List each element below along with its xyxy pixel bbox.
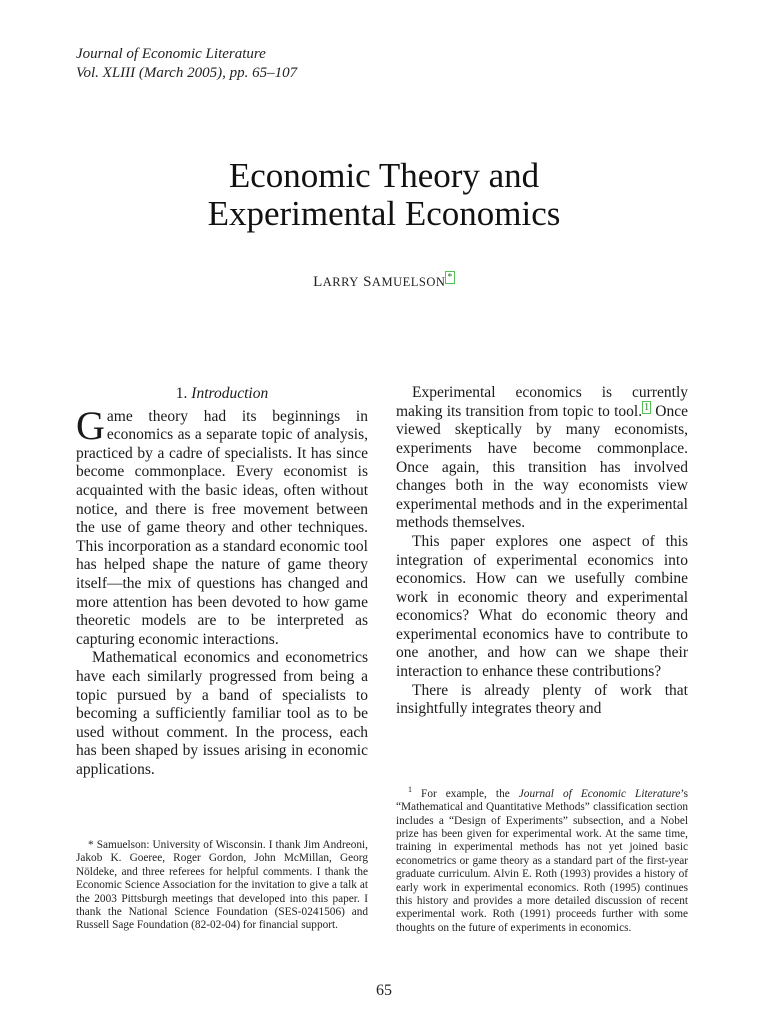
author-footnote xyxy=(76,839,368,933)
author-footnote-link[interactable]: * xyxy=(447,272,453,283)
page-number: 65 xyxy=(376,982,392,999)
intro-paragraph-1 xyxy=(76,402,368,650)
section-title: Introduction xyxy=(191,385,269,402)
right-column xyxy=(396,384,688,719)
section-heading xyxy=(76,385,368,404)
right-paragraph-1-text: Experimental economics is currently making its transition from topic to tool. xyxy=(396,384,688,420)
author-first-rest: ARRY xyxy=(322,275,359,289)
right-paragraph-2: This paper explores one aspect of this integration of experimental economics into economics. How can we usefully combine work in economic theory and experimental economics? What do economic theory and experimental economics have to contribute to one another, and how can we shape their interaction to enhance these contributions? xyxy=(396,532,688,681)
author-last-rest: AMUELSON xyxy=(371,275,446,289)
right-paragraph-1 xyxy=(396,384,688,533)
journal-citation xyxy=(76,45,297,83)
title-line-1: Economic Theory and xyxy=(228,156,540,195)
footnote-1-journal-name: Journal of Economic Literature xyxy=(518,787,681,800)
journal-name: Journal of Economic Literature xyxy=(76,46,266,62)
intro-paragraph-1-text: ame theory had its beginnings in economics as a separate topic of analysis, practiced by a cadre of specialists. It has since become commonplace. Every economist is acquainted with the basic ideas, often without notice, and there is free movement between the use of game theory and other techniques. This incorporation as a standard economic tool has helped shape the nature of game theory itself—the mix of questions has changed and more attention has been devoted to how game theoretic models are to be interpreted as capturing economic interactions. xyxy=(76,407,368,648)
author-footnote-text: Samuelson: University of Wisconsin. I thank Jim Andreoni, Jakob K. Goeree, Roger Gordon, John McMillan, Georg Nöldeke, and three referees for helpful comments. I thank the Economic Science Association for the invitation to give a talk at the 2003 Pittsburgh meetings that developed into this paper. I thank the National Science Foundation (SES-0241506) and Russell Sage Foundation (82-02-04) for financial support. xyxy=(76,839,368,932)
title-line-2: Experimental Economics xyxy=(207,194,561,233)
footnote-1 xyxy=(396,783,688,935)
footnote-1-text-start: For example, the xyxy=(412,787,519,800)
right-paragraph-1-continued: Once viewed skeptically by many economists, experiments have become commonplace. Once again, this transition has involved changes both in the way economists view experimental methods and in the experimental methods themselves. xyxy=(396,402,689,532)
author-footnote-mark: * xyxy=(88,839,94,851)
section-number: 1. xyxy=(175,385,188,402)
journal-volume: Vol. XLIII (March 2005), pp. 65–107 xyxy=(76,65,298,81)
author-byline xyxy=(0,273,768,291)
right-paragraph-3: There is already plenty of work that insightfully integrates theory and xyxy=(396,681,688,718)
footnote-1-text-rest: ’s “Mathematical and Quantitative Methods” classification section includes a “Design of Experiments” subsection, and a Nobel prize has been given for experimental work. At the same time, training in experimental methods has not yet joined basic econometrics or game theory as a standard part of the first-year graduate curriculum. Alvin E. Roth (1993) provides a history of early work in experimental economics. Roth (1995) continues this history and provides a more detailed discussion of recent experimental work. Roth (1991) proceeds further with some thoughts on the future of experiments in economics. xyxy=(396,787,688,934)
author-last-initial: S xyxy=(363,274,372,290)
drop-cap: G xyxy=(76,402,105,448)
left-column xyxy=(76,385,368,779)
footnote-1-link[interactable]: 1 xyxy=(644,401,650,413)
author-first-initial: L xyxy=(313,274,323,290)
footnote-1-number: 1 xyxy=(408,785,412,794)
intro-paragraph-2: Mathematical economics and econometrics have each similarly progressed from being a topic pursued by a band of specialists to becoming a sufficiently familiar tool as to be used without comment. In the process, each has been shaped by issues arising in economic applications. xyxy=(76,649,368,778)
article-title xyxy=(0,157,768,233)
